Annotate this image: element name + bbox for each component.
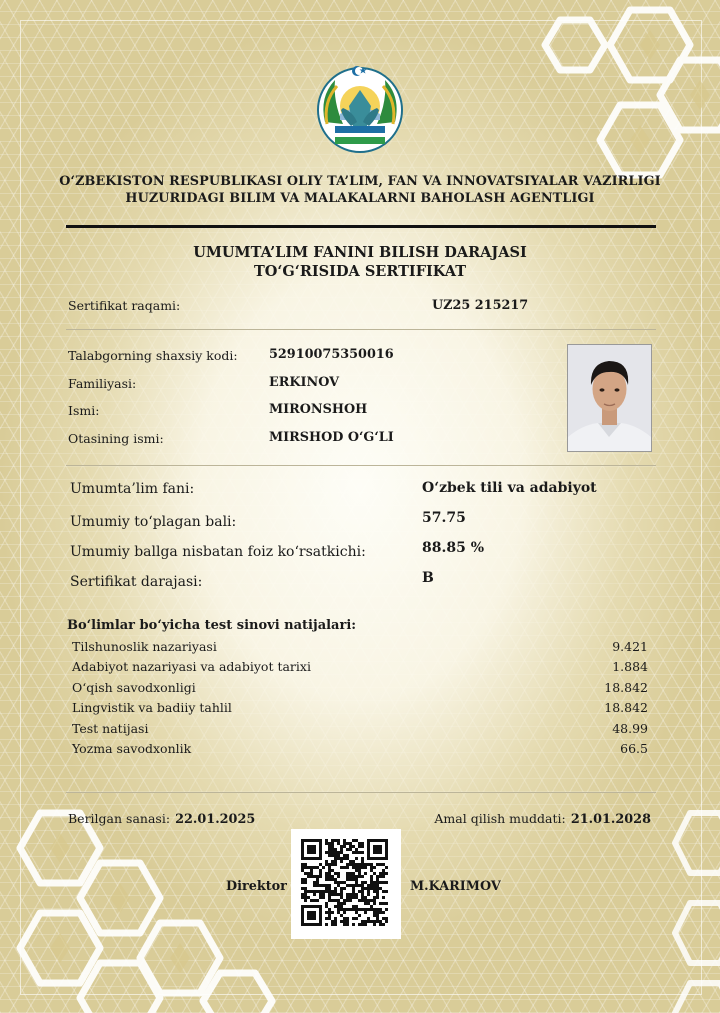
- state-emblem-icon: [313, 62, 407, 156]
- applicant-id-label: Talabgorning shaxsiy kodi:: [68, 348, 238, 363]
- result-row: [72, 741, 648, 761]
- percent-value: 88.85 %: [422, 540, 485, 556]
- applicant-id-value: 52910075350016: [269, 347, 394, 362]
- valid-until: [434, 808, 651, 827]
- result-row: [72, 700, 648, 720]
- corner-ornament-bottom-right: [650, 793, 720, 1013]
- valid-until-label: Amal qilish muddati:: [434, 811, 566, 826]
- name-value: MIRONSHOH: [269, 402, 368, 417]
- header-divider: [66, 225, 656, 228]
- result-row: [72, 680, 648, 700]
- ministry-line-2: HUZURIDAGI BILIM VA MALAKALARNI BAHOLASH AGENTLIGI: [125, 191, 595, 206]
- result-name: Tilshunoslik nazariyasi: [72, 639, 217, 654]
- surname-value: ERKINOV: [269, 375, 340, 390]
- surname-label: Familiyasi:: [68, 376, 137, 391]
- valid-until-value: 21.01.2028: [570, 812, 651, 827]
- result-name: Lingvistik va badiiy tahlil: [72, 700, 232, 715]
- result-name: Yozma savodxonlik: [72, 741, 192, 756]
- result-row: [72, 639, 648, 659]
- issued-date-value: 22.01.2025: [175, 812, 256, 827]
- result-row: [72, 659, 648, 679]
- result-name: Adabiyot nazariyasi va adabiyot tarixi: [72, 659, 311, 674]
- patronymic-label: Otasining ismi:: [68, 431, 164, 446]
- certificate-title: [60, 243, 660, 281]
- result-score: 18.842: [604, 700, 648, 715]
- divider-1: [66, 329, 656, 330]
- certificate-number-label: Sertifikat raqami:: [68, 298, 181, 313]
- result-score: 9.421: [612, 639, 648, 654]
- divider-2: [66, 465, 656, 466]
- certificate-number-value: UZ25 215217: [432, 298, 529, 313]
- level-value: B: [422, 570, 434, 586]
- level-label: Sertifikat darajasi:: [70, 574, 203, 590]
- score-value: 57.75: [422, 510, 466, 526]
- result-score: 1.884: [612, 659, 648, 674]
- title-line-1: UMUMTA’LIM FANINI BILISH DARAJASI: [193, 244, 527, 261]
- issued-date-label: Berilgan sanasi:: [68, 811, 171, 826]
- corner-ornament-top-right: [520, 0, 720, 190]
- applicant-photo: [567, 344, 652, 452]
- result-row: [72, 721, 648, 741]
- issued-date: [68, 808, 255, 827]
- patronymic-value: MIRSHOD O‘G‘LI: [269, 430, 394, 445]
- result-score: 66.5: [620, 741, 648, 756]
- divider-3: [66, 792, 656, 793]
- director-label: Direktor: [226, 879, 287, 894]
- director-name: M.KARIMOV: [410, 879, 501, 894]
- name-label: Ismi:: [68, 403, 100, 418]
- result-name: O‘qish savodxonligi: [72, 680, 196, 695]
- percent-label: Umumiy ballga nisbatan foiz ko‘rsatkichi:: [70, 544, 366, 560]
- subject-label: Umumta’lim fani:: [70, 481, 195, 497]
- score-label: Umumiy to‘plagan bali:: [70, 514, 237, 530]
- ministry-header: [40, 173, 680, 207]
- results-title: Bo‘limlar bo‘yicha test sinovi natijalari:: [67, 618, 357, 633]
- title-line-2: TO‘G‘RISIDA SERTIFIKAT: [253, 263, 467, 280]
- qr-code-icon[interactable]: [291, 829, 401, 939]
- result-name: Test natijasi: [72, 721, 149, 736]
- subject-value: O‘zbek tili va adabiyot: [422, 480, 597, 496]
- result-score: 18.842: [604, 680, 648, 695]
- result-score: 48.99: [612, 721, 648, 736]
- ministry-line-1: O‘ZBEKISTON RESPUBLIKASI OLIY TA’LIM, FAN VA INNOVATSIYALAR VAZIRLIGI: [59, 174, 661, 189]
